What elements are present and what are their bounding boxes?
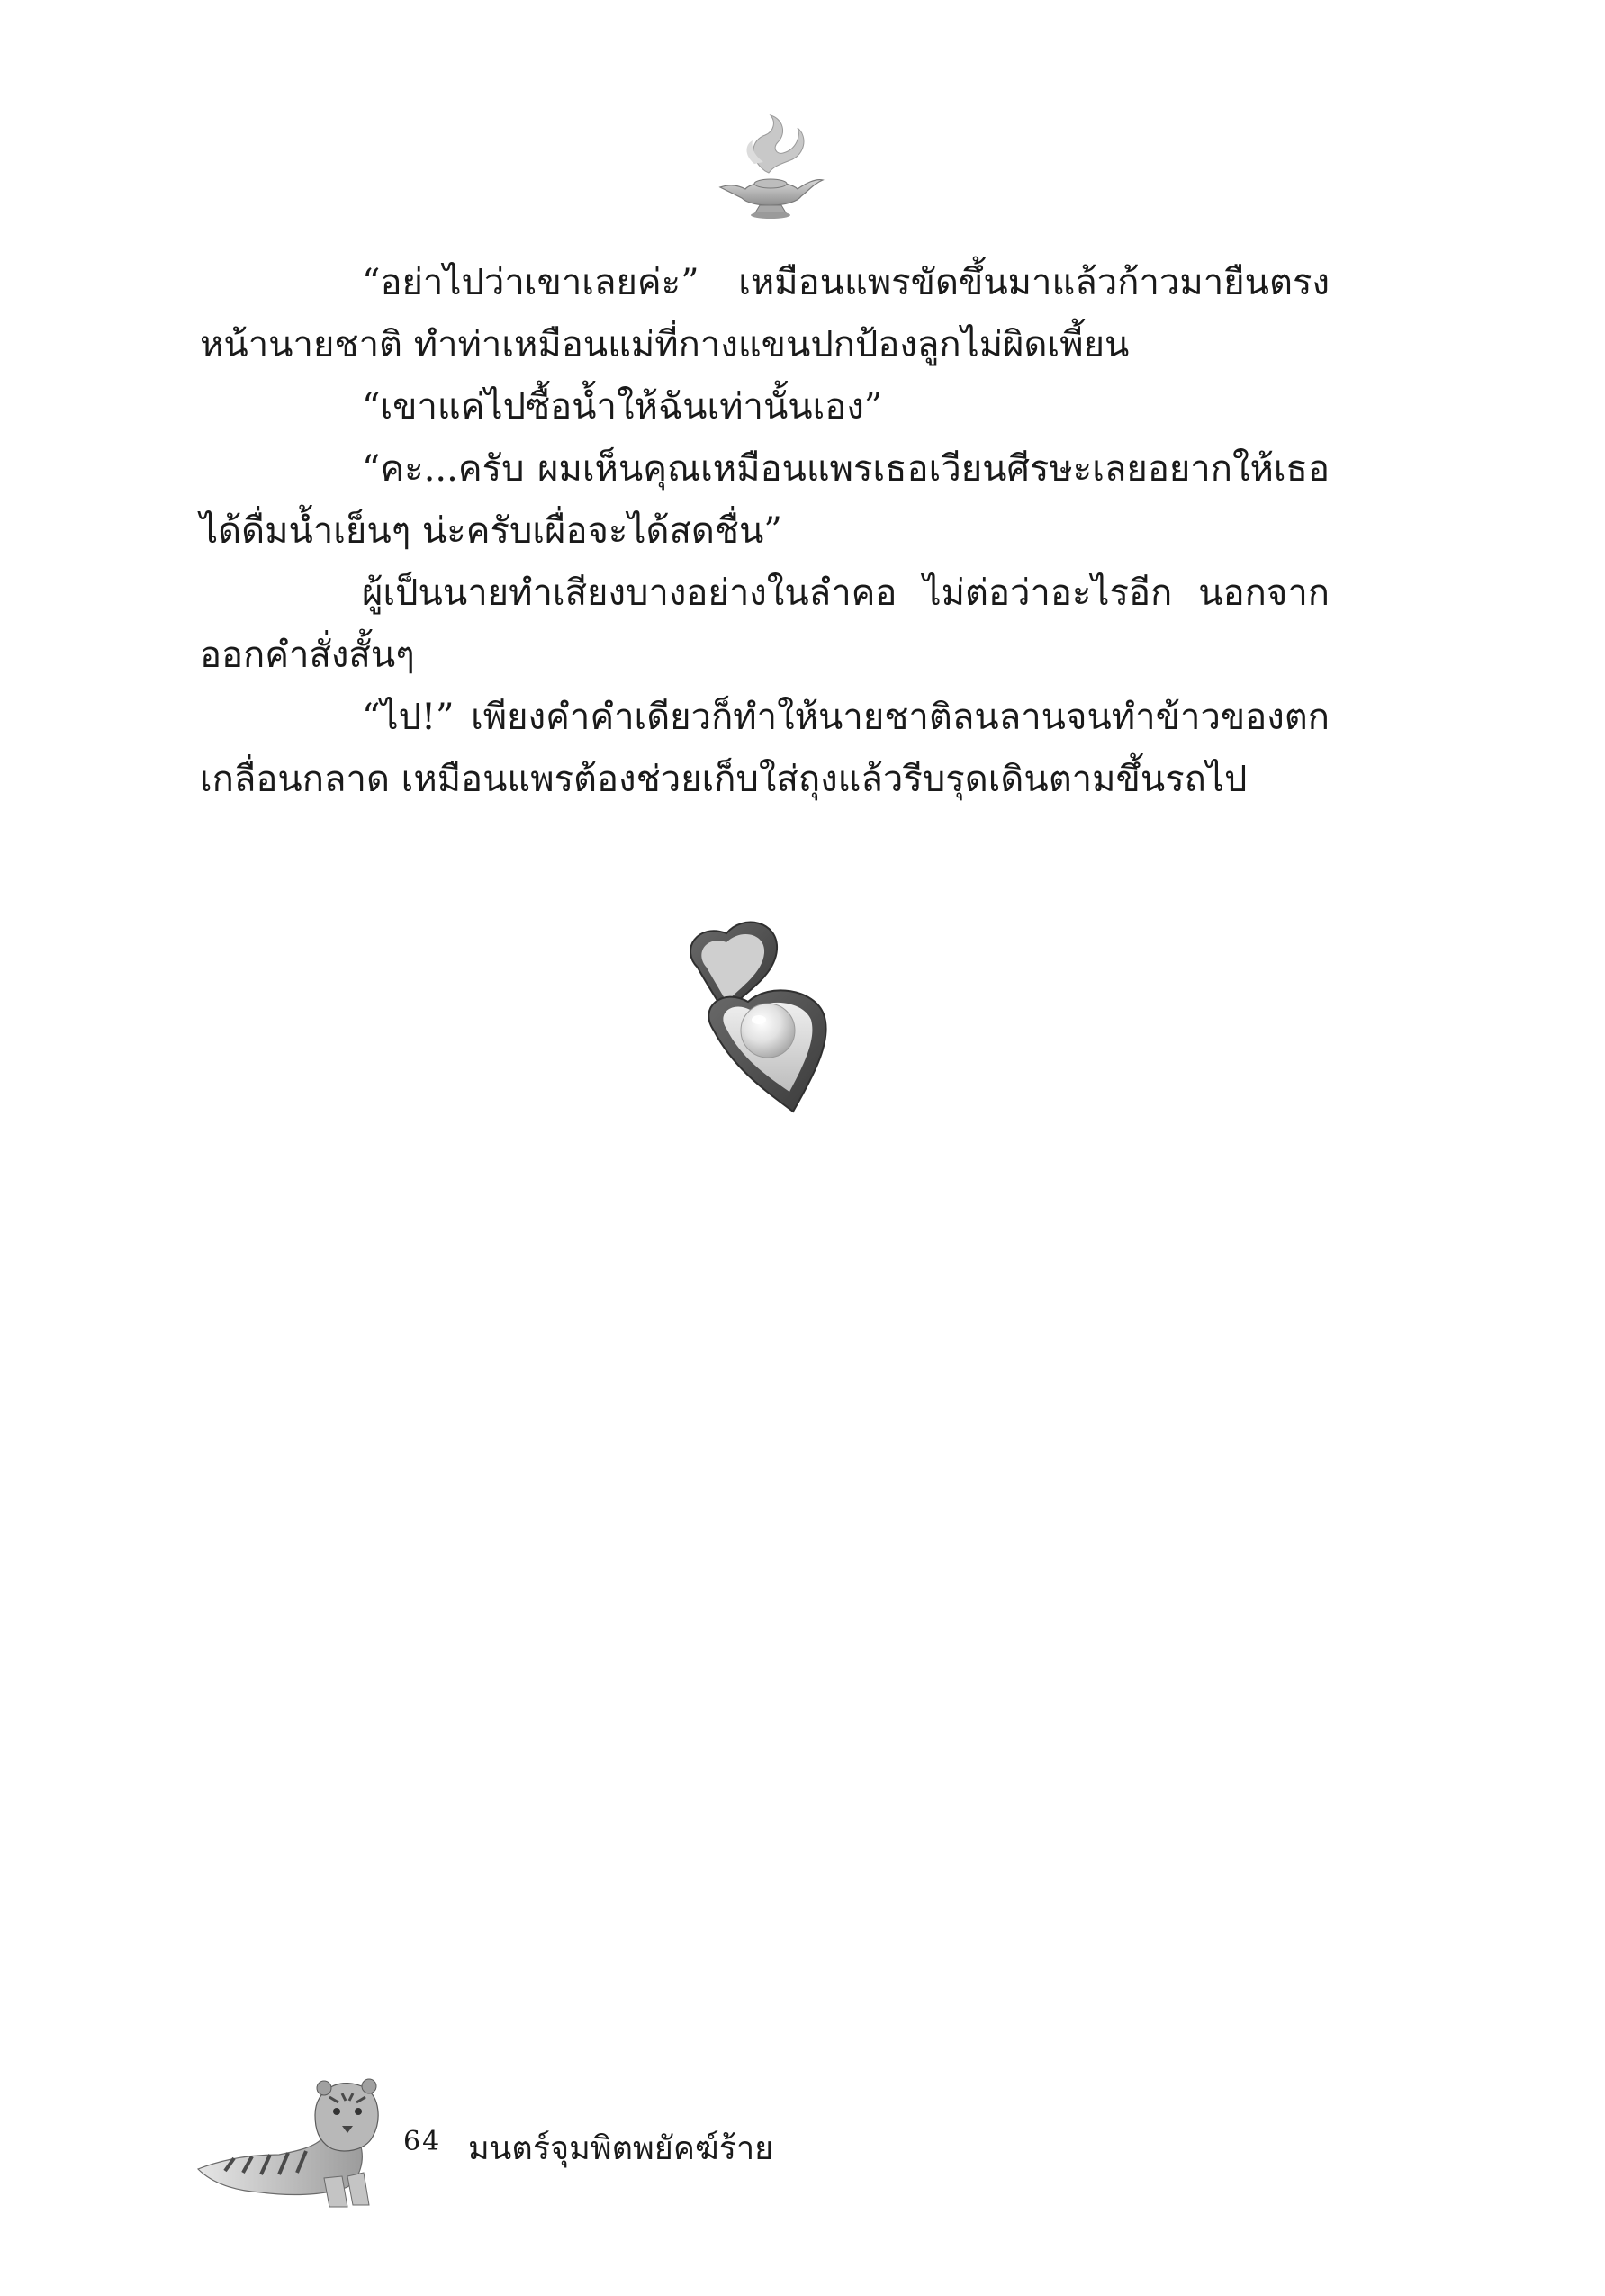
chapter-text bbox=[200, 252, 1330, 811]
tiger-icon bbox=[189, 2061, 387, 2214]
paragraph: “อย่าไปว่าเขาเลยค่ะ” เหมือนแพรขัดขึ้นมาแล้วก้าวมายืนตรงหน้านายชาติ ทำท่าเหมือนแม่ที่กางแขนปกป้องลูกไม่ผิดเพี้ยน bbox=[200, 262, 1330, 365]
book-title: มนตร์จุมพิตพยัคฆ์ร้าย bbox=[468, 2130, 774, 2167]
paragraph: “เขาแค่ไปซื้อน้ำให้ฉันเท่านั้นเอง” bbox=[362, 386, 883, 428]
paragraph: “คะ...ครับ ผมเห็นคุณเหมือนแพรเธอเวียนศีรษะเลยอยากให้เธอได้ดื่มน้ำเย็นๆ น่ะครับเผื่อจะได้สดชื่น” bbox=[200, 448, 1330, 552]
paragraph: “ไป!” เพียงคำคำเดียวก็ทำให้นายชาติลนลานจนทำข้าวของตกเกลื่อนกลาด เหมือนแพรต้องช่วยเก็บใส่ถุงแล้วรีบรุดเดินตามขึ้นรถไป bbox=[200, 697, 1330, 800]
page-number: 64 bbox=[403, 2126, 442, 2157]
magic-lamp-icon bbox=[711, 108, 828, 225]
pearl-in-heart-box-icon bbox=[671, 914, 869, 1130]
paragraph: ผู้เป็นนายทำเสียงบางอย่างในลำคอ ไม่ต่อว่าอะไรอีก นอกจากออกคำสั่งสั้นๆ bbox=[200, 572, 1330, 676]
page-footer bbox=[189, 2043, 819, 2223]
